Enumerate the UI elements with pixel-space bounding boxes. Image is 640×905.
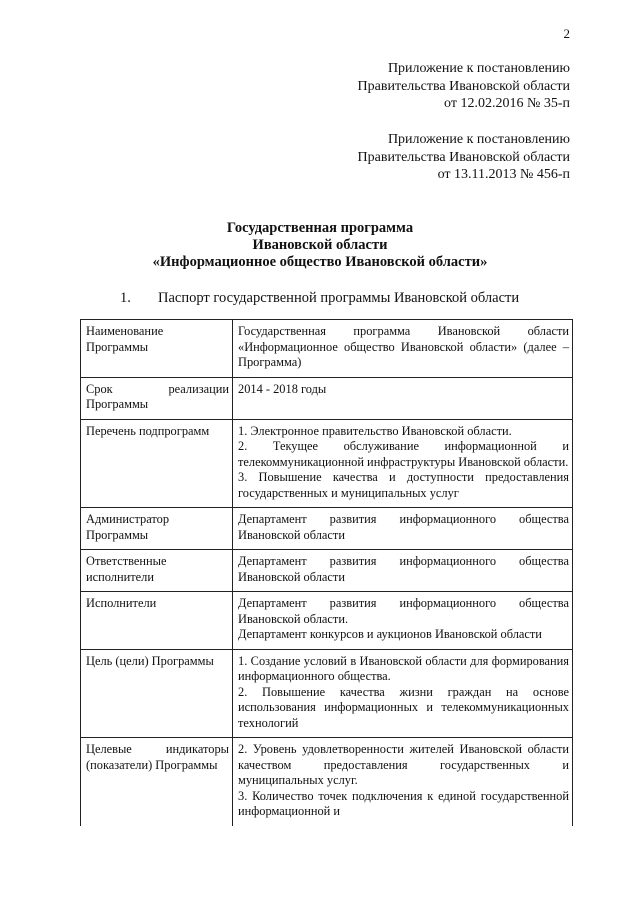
appendix-current-line3: от 12.02.2016 № 35-п xyxy=(444,96,570,111)
list-item: 2. Повышение качества жизни граждан на основе использования информационных и телекоммуникационных технологий xyxy=(238,684,569,730)
row-value-subprograms xyxy=(233,419,573,508)
table-row-indicators xyxy=(81,738,573,826)
list-item: 3. Количество точек подключения к единой государственной информационной и xyxy=(238,788,569,818)
label-word: Срок xyxy=(86,381,113,396)
section-number: 1. xyxy=(120,290,131,306)
label-word: Целевые xyxy=(86,742,132,756)
appendix-original xyxy=(358,131,570,184)
section-heading xyxy=(120,290,519,307)
label-line: Администратор xyxy=(86,512,170,526)
row-value-name: Государственная программа Ивановской области «Информационное общество Ивановской области» (далее – Программа) xyxy=(233,320,573,378)
appendix-current-line1: Приложение к постановлению xyxy=(387,61,570,76)
row-value-goals xyxy=(233,649,573,738)
title-line3: «Информационное общество Ивановской области» xyxy=(152,254,488,270)
list-item: 3. Повышение качества и доступности предоставления государственных и муниципальных услуг xyxy=(238,470,569,500)
row-label-executors: Исполнители xyxy=(81,592,233,650)
passport-table xyxy=(80,319,573,826)
appendix-original-line3: от 13.11.2013 № 456-п xyxy=(437,167,570,182)
appendix-original-line2: Правительства Ивановской области xyxy=(357,149,570,165)
row-value-responsible: Департамент развития информационного общества Ивановской области xyxy=(233,550,573,592)
title-line1: Государственная программа xyxy=(226,220,414,236)
appendix-original-line1: Приложение к постановлению xyxy=(387,132,570,147)
label-line: (показатели) Программы xyxy=(86,757,218,772)
table-row-subprograms xyxy=(81,419,573,508)
label-line: Программы xyxy=(86,397,149,411)
label-line xyxy=(86,742,229,758)
title-line2: Ивановской области xyxy=(252,237,388,253)
label-line: Ответственные xyxy=(86,554,167,568)
list-item: 1. Создание условий в Ивановской области для формирования информационного общества. xyxy=(238,653,569,683)
label-word: реализации xyxy=(168,381,229,396)
label-line: Программы xyxy=(86,339,149,354)
table-row-administrator xyxy=(81,508,573,550)
row-label-administrator xyxy=(81,508,233,550)
document-title xyxy=(0,220,640,271)
row-label-name xyxy=(81,320,233,378)
row-value-term: 2014 - 2018 годы xyxy=(233,377,573,419)
page-number: 2 xyxy=(563,26,570,41)
list-item: 2. Уровень удовлетворенности жителей Ивановской области качеством предоставления государственных и муниципальных услуг. xyxy=(238,742,569,787)
row-label-goals: Цель (цели) Программы xyxy=(81,649,233,738)
table-row-responsible xyxy=(81,550,573,592)
list-item: Департамент развития информационного общества Ивановской области. xyxy=(238,596,569,626)
row-value-indicators xyxy=(233,738,573,826)
label-line xyxy=(86,382,229,398)
list-item: 1. Электронное правительство Ивановской области. xyxy=(238,423,512,438)
appendix-current-line2: Правительства Ивановской области xyxy=(357,78,570,94)
row-label-responsible xyxy=(81,550,233,592)
label-line: Наименование xyxy=(86,324,164,338)
row-label-indicators xyxy=(81,738,233,826)
row-label-term xyxy=(81,377,233,419)
label-word: индикаторы xyxy=(165,742,229,756)
row-value-executors xyxy=(233,592,573,650)
section-title: Паспорт государственной программы Ивановской области xyxy=(158,290,520,306)
list-item: Департамент конкурсов и аукционов Ивановской области xyxy=(238,627,542,641)
appendix-current xyxy=(358,60,570,113)
table-row-name xyxy=(81,320,573,378)
table-row-term xyxy=(81,377,573,419)
table-row-goals xyxy=(81,649,573,738)
list-item: 2. Текущее обслуживание информационной и телекоммуникационной инфраструктуры Ивановской области. xyxy=(238,439,569,469)
row-value-administrator: Департамент развития информационного общества Ивановской области xyxy=(233,508,573,550)
label-line: Программы xyxy=(86,527,149,542)
table-row-executors xyxy=(81,592,573,650)
label-line: исполнители xyxy=(86,569,154,584)
row-label-subprograms: Перечень подпрограмм xyxy=(81,419,233,508)
